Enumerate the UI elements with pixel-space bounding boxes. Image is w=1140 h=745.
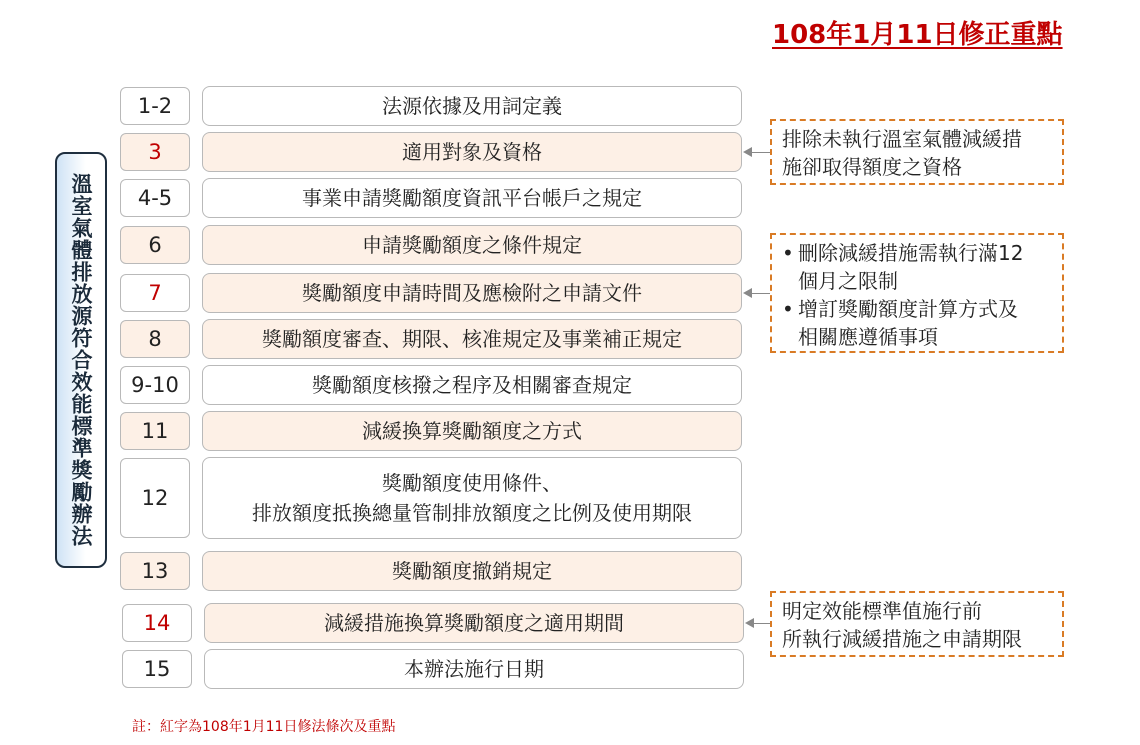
article-desc-14 — [204, 603, 744, 643]
article-desc-13 — [202, 551, 742, 591]
note-line: 排除未執行溫室氣體減緩措 — [782, 127, 1022, 151]
note-line: 增訂獎勵額度計算方式及 — [798, 297, 1018, 321]
note-bullet — [782, 295, 1052, 323]
article-number-11: 11 — [120, 412, 190, 450]
article-desc-line: 獎勵額度撤銷規定 — [392, 559, 552, 583]
article-desc-11 — [202, 411, 742, 451]
article-desc-9-10 — [202, 365, 742, 405]
article-desc-3 — [202, 132, 742, 172]
note-line: 刪除減緩措施需執行滿12 — [798, 241, 1024, 265]
article-desc-7 — [202, 273, 742, 313]
article-desc-line: 獎勵額度審查、期限、核准規定及事業補正規定 — [262, 327, 682, 351]
article-desc-6 — [202, 225, 742, 265]
article-number-7: 7 — [120, 274, 190, 312]
footnote: 註：紅字為108年1月11日修法條次及重點 — [132, 719, 396, 735]
article-number-9-10: 9-10 — [120, 366, 190, 404]
article-number-12: 12 — [120, 458, 190, 538]
arrow-left-icon — [743, 288, 752, 298]
note-line: 個月之限制 — [798, 269, 898, 293]
note-line: 所執行減緩措施之申請期限 — [782, 627, 1022, 651]
article-number-3: 3 — [120, 133, 190, 171]
note-line: 相關應遵循事項 — [798, 325, 938, 349]
article-desc-1-2 — [202, 86, 742, 126]
article-desc-4-5 — [202, 178, 742, 218]
article-number-13: 13 — [120, 552, 190, 590]
note-line: 施卻取得額度之資格 — [782, 155, 962, 179]
article-desc-line: 獎勵額度使用條件、 — [382, 471, 562, 495]
article-number-14: 14 — [122, 604, 192, 642]
article-desc-line: 法源依據及用詞定義 — [382, 94, 562, 118]
article-desc-15 — [204, 649, 744, 689]
bullet-icon: • — [782, 297, 794, 321]
article-desc-line: 排放額度抵換總量管制排放額度之比例及使用期限 — [252, 501, 692, 525]
arrow-left-icon — [743, 147, 752, 157]
article-number-15: 15 — [122, 650, 192, 688]
note-article-3 — [770, 119, 1064, 185]
article-number-6: 6 — [120, 226, 190, 264]
article-desc-line: 適用對象及資格 — [402, 140, 542, 164]
article-desc-line: 事業申請獎勵額度資訊平台帳戶之規定 — [302, 186, 642, 210]
article-desc-line: 減緩措施換算獎勵額度之適用期間 — [324, 611, 624, 635]
article-desc-line: 獎勵額度申請時間及應檢附之申請文件 — [302, 281, 642, 305]
article-number-4-5: 4-5 — [120, 179, 190, 217]
article-desc-8 — [202, 319, 742, 359]
note-article-7 — [770, 233, 1064, 353]
article-desc-line: 減緩換算獎勵額度之方式 — [362, 419, 582, 443]
article-desc-line: 申請獎勵額度之條件規定 — [362, 233, 582, 257]
connector-line — [750, 293, 770, 294]
article-desc-line: 本辦法施行日期 — [404, 657, 544, 681]
page-title: 108年1月11日修正重點 — [772, 20, 1063, 50]
connector-line — [752, 623, 770, 624]
note-bullet — [782, 239, 1052, 267]
article-desc-12 — [202, 457, 742, 539]
note-article-14 — [770, 591, 1064, 657]
regulation-name-text: 溫室氣體排放源符合效能標準獎勵辦法 — [69, 173, 93, 547]
arrow-left-icon — [745, 618, 754, 628]
article-number-1-2: 1-2 — [120, 87, 190, 125]
connector-line — [750, 152, 770, 153]
article-desc-line: 獎勵額度核撥之程序及相關審查規定 — [312, 373, 632, 397]
note-line: 明定效能標準值施行前 — [782, 599, 982, 623]
article-number-8: 8 — [120, 320, 190, 358]
regulation-name-label — [55, 152, 107, 568]
bullet-icon: • — [782, 241, 794, 265]
